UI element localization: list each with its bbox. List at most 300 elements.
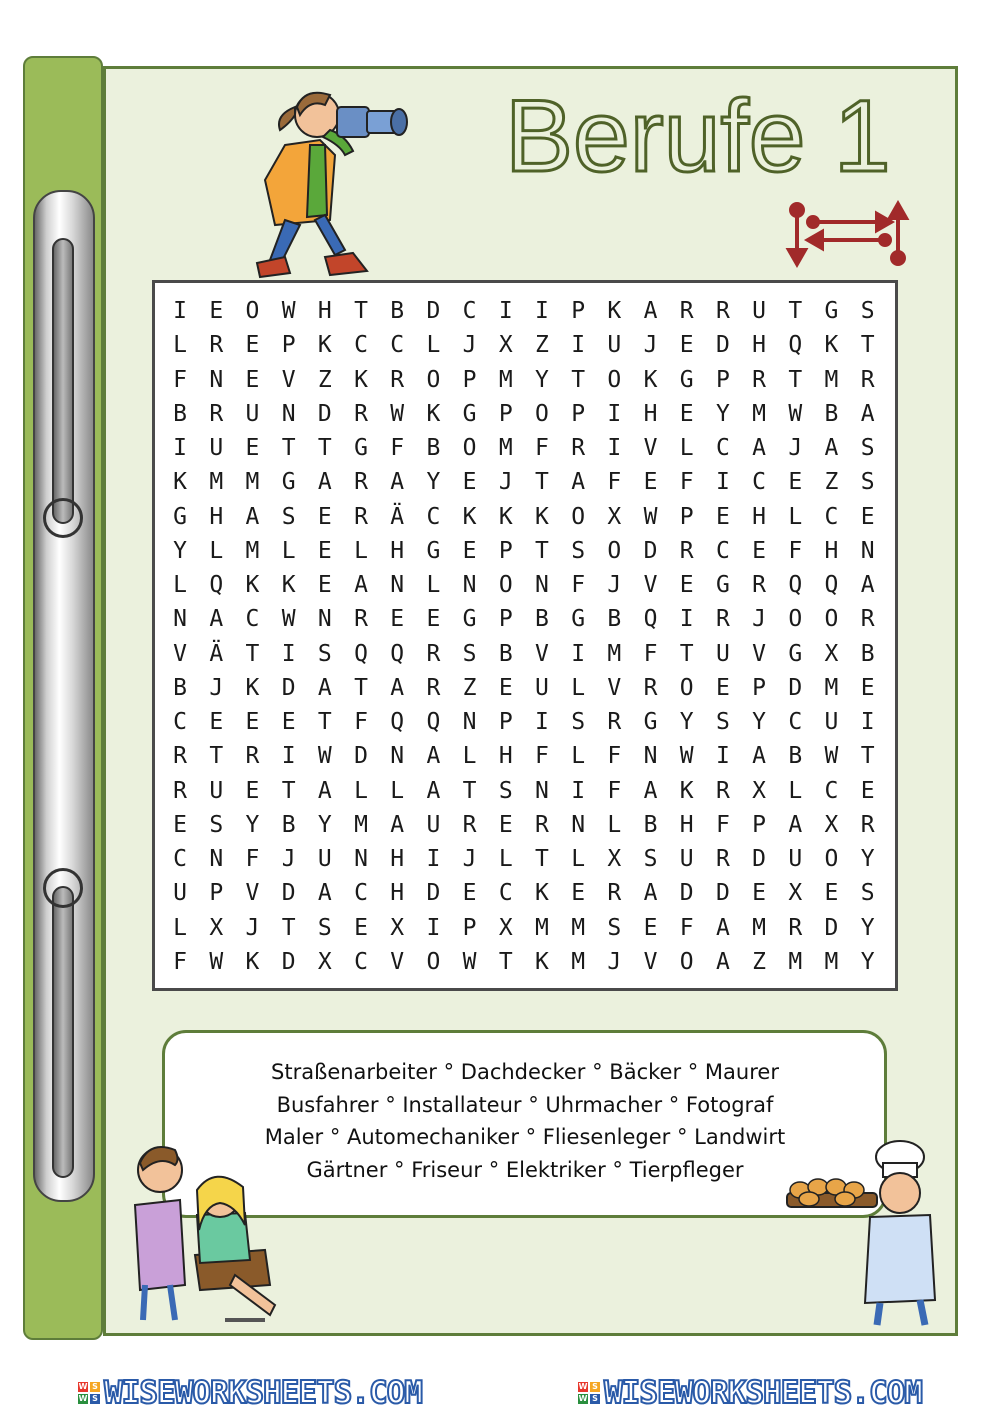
grid-letter[interactable]: I (607, 400, 622, 427)
grid-letter[interactable]: T (317, 709, 332, 735)
grid-letter[interactable]: T (571, 366, 586, 393)
grid-letter[interactable]: R (462, 811, 477, 838)
grid-letter[interactable]: O (607, 537, 622, 564)
grid-letter[interactable]: R (173, 743, 188, 770)
grid-letter[interactable]: N (535, 572, 549, 598)
grid-letter[interactable]: K (354, 366, 368, 393)
grid-letter[interactable]: K (679, 777, 694, 804)
grid-letter[interactable]: T (354, 674, 368, 701)
grid-letter[interactable]: J (643, 332, 658, 359)
grid-letter[interactable]: C (426, 503, 441, 530)
grid-letter[interactable]: X (317, 948, 332, 975)
grid-letter[interactable]: I (679, 606, 694, 633)
grid-letter[interactable]: B (607, 606, 622, 633)
grid-letter[interactable]: D (426, 880, 441, 907)
grid-letter[interactable]: E (752, 537, 767, 564)
grid-letter[interactable]: R (607, 880, 622, 907)
grid-letter[interactable]: T (535, 537, 549, 564)
grid-letter[interactable]: E (860, 674, 875, 701)
grid-letter[interactable]: J (788, 435, 803, 461)
grid-letter[interactable]: A (788, 811, 803, 838)
grid-letter[interactable]: E (824, 880, 839, 907)
grid-letter[interactable]: N (390, 743, 405, 770)
grid-letter[interactable]: K (173, 469, 188, 496)
grid-letter[interactable]: R (426, 640, 441, 667)
grid-letter[interactable]: K (535, 503, 549, 530)
grid-letter[interactable]: L (173, 914, 188, 941)
grid-letter[interactable]: A (643, 880, 658, 907)
grid-letter[interactable]: L (679, 435, 694, 461)
grid-letter[interactable]: T (281, 777, 296, 804)
grid-letter[interactable]: A (643, 777, 658, 804)
grid-letter[interactable]: Q (390, 709, 405, 735)
grid-letter[interactable]: B (281, 811, 296, 838)
grid-letter[interactable]: N (462, 709, 477, 735)
grid-letter[interactable]: O (498, 572, 513, 598)
grid-letter[interactable]: F (643, 640, 658, 667)
grid-letter[interactable]: A (245, 503, 260, 530)
grid-letter[interactable]: D (354, 743, 368, 770)
grid-letter[interactable]: S (571, 709, 586, 735)
grid-letter[interactable]: O (607, 366, 622, 393)
grid-letter[interactable]: P (498, 537, 513, 564)
grid-letter[interactable]: P (498, 606, 513, 633)
grid-letter[interactable]: E (715, 503, 730, 530)
grid-letter[interactable]: M (607, 640, 622, 667)
grid-letter[interactable]: E (462, 537, 477, 564)
grid-letter[interactable]: A (317, 880, 332, 907)
grid-letter[interactable]: I (173, 435, 188, 461)
grid-letter[interactable]: R (354, 400, 368, 427)
grid-letter[interactable]: G (281, 469, 296, 496)
grid-letter[interactable]: C (173, 846, 188, 872)
grid-letter[interactable]: I (173, 298, 188, 324)
grid-letter[interactable]: E (317, 537, 332, 564)
grid-letter[interactable]: E (281, 709, 296, 735)
grid-letter[interactable]: R (607, 709, 622, 735)
grid-letter[interactable]: N (317, 606, 332, 633)
grid-letter[interactable]: V (173, 640, 188, 667)
grid-letter[interactable]: K (245, 674, 260, 701)
grid-letter[interactable]: T (535, 846, 549, 872)
grid-letter[interactable]: A (860, 572, 875, 598)
grid-letter[interactable]: T (860, 332, 875, 359)
grid-letter[interactable]: I (715, 743, 730, 770)
grid-letter[interactable]: S (860, 435, 875, 461)
grid-letter[interactable]: P (498, 400, 513, 427)
grid-letter[interactable]: Y (752, 709, 767, 735)
grid-letter[interactable]: E (715, 674, 730, 701)
grid-letter[interactable]: X (824, 811, 839, 838)
grid-letter[interactable]: H (209, 503, 224, 530)
grid-letter[interactable]: Q (788, 332, 803, 359)
grid-letter[interactable]: T (788, 366, 803, 393)
grid-letter[interactable]: C (245, 606, 260, 633)
grid-letter[interactable]: J (752, 606, 767, 633)
grid-letter[interactable]: S (860, 469, 875, 496)
grid-letter[interactable]: K (643, 366, 658, 393)
grid-letter[interactable]: L (173, 332, 188, 359)
grid-letter[interactable]: M (571, 948, 586, 975)
grid-letter[interactable]: N (209, 366, 224, 393)
grid-letter[interactable]: R (209, 400, 224, 427)
grid-letter[interactable]: N (209, 846, 224, 872)
grid-letter[interactable]: M (498, 435, 513, 461)
grid-letter[interactable]: B (390, 298, 405, 324)
grid-letter[interactable]: F (571, 572, 586, 598)
grid-letter[interactable]: E (860, 777, 875, 804)
grid-letter[interactable]: I (535, 298, 549, 324)
grid-letter[interactable]: U (209, 435, 224, 461)
grid-letter[interactable]: L (426, 332, 441, 359)
grid-letter[interactable]: E (245, 332, 260, 359)
grid-letter[interactable]: S (317, 914, 332, 941)
grid-letter[interactable]: G (426, 537, 441, 564)
grid-letter[interactable]: O (571, 503, 586, 530)
grid-letter[interactable]: C (498, 880, 513, 907)
grid-letter[interactable]: R (860, 366, 875, 393)
grid-letter[interactable]: O (426, 948, 441, 975)
grid-letter[interactable]: M (498, 366, 513, 393)
grid-letter[interactable]: E (752, 880, 767, 907)
grid-letter[interactable]: T (354, 298, 368, 324)
grid-letter[interactable]: B (426, 435, 441, 461)
grid-letter[interactable]: W (462, 948, 477, 975)
grid-letter[interactable]: R (643, 674, 658, 701)
grid-letter[interactable]: I (281, 743, 296, 770)
grid-letter[interactable]: P (715, 366, 730, 393)
grid-letter[interactable]: Y (535, 366, 549, 393)
grid-letter[interactable]: D (824, 914, 839, 941)
grid-letter[interactable]: E (462, 880, 477, 907)
grid-letter[interactable]: V (607, 674, 622, 701)
grid-letter[interactable]: P (209, 880, 224, 907)
grid-letter[interactable]: Y (426, 469, 441, 496)
grid-letter[interactable]: F (245, 846, 260, 872)
grid-letter[interactable]: T (498, 948, 513, 975)
grid-letter[interactable]: H (317, 298, 332, 324)
grid-letter[interactable]: A (426, 743, 441, 770)
grid-letter[interactable]: D (281, 674, 296, 701)
grid-letter[interactable]: Y (860, 846, 875, 872)
grid-letter[interactable]: O (462, 435, 477, 461)
grid-letter[interactable]: L (571, 674, 586, 701)
grid-letter[interactable]: W (209, 948, 224, 975)
grid-letter[interactable]: Y (860, 948, 875, 975)
grid-letter[interactable]: N (860, 537, 875, 564)
grid-letter[interactable]: L (173, 572, 188, 598)
grid-letter[interactable]: G (462, 400, 477, 427)
grid-letter[interactable]: D (281, 948, 296, 975)
grid-letter[interactable]: L (571, 846, 586, 872)
grid-letter[interactable]: K (607, 298, 622, 324)
grid-letter[interactable]: R (860, 811, 875, 838)
grid-letter[interactable]: P (462, 914, 477, 941)
grid-letter[interactable]: M (354, 811, 368, 838)
grid-letter[interactable]: N (571, 811, 586, 838)
grid-letter[interactable]: K (426, 400, 441, 427)
grid-letter[interactable]: E (679, 572, 694, 598)
grid-letter[interactable]: B (498, 640, 513, 667)
grid-letter[interactable]: T (462, 777, 477, 804)
grid-letter[interactable]: N (643, 743, 658, 770)
grid-letter[interactable]: F (715, 811, 730, 838)
grid-letter[interactable]: O (679, 948, 694, 975)
grid-letter[interactable]: K (281, 572, 296, 598)
grid-letter[interactable]: Y (317, 811, 332, 838)
grid-letter[interactable]: N (354, 846, 368, 872)
grid-letter[interactable]: R (245, 743, 260, 770)
grid-letter[interactable]: B (173, 674, 188, 701)
grid-letter[interactable]: E (245, 709, 260, 735)
grid-letter[interactable]: N (281, 400, 296, 427)
grid-letter[interactable]: V (643, 572, 658, 598)
grid-letter[interactable]: W (788, 400, 803, 427)
grid-letter[interactable]: B (824, 400, 839, 427)
grid-letter[interactable]: H (498, 743, 513, 770)
grid-letter[interactable]: A (390, 674, 405, 701)
grid-letter[interactable]: F (607, 777, 622, 804)
grid-letter[interactable]: E (788, 469, 803, 496)
grid-letter[interactable]: O (426, 366, 441, 393)
grid-letter[interactable]: B (535, 606, 549, 633)
grid-letter[interactable]: X (752, 777, 767, 804)
grid-letter[interactable]: J (607, 572, 622, 598)
grid-letter[interactable]: V (390, 948, 405, 975)
grid-letter[interactable]: E (209, 709, 224, 735)
grid-letter[interactable]: O (788, 606, 803, 633)
grid-letter[interactable]: O (679, 674, 694, 701)
grid-letter[interactable]: U (788, 846, 803, 872)
grid-letter[interactable]: W (643, 503, 658, 530)
grid-letter[interactable]: W (824, 743, 839, 770)
grid-letter[interactable]: M (209, 469, 224, 496)
grid-letter[interactable]: D (788, 674, 803, 701)
grid-letter[interactable]: G (643, 709, 658, 735)
grid-letter[interactable]: G (571, 606, 586, 633)
grid-letter[interactable]: F (354, 709, 368, 735)
grid-letter[interactable]: R (535, 811, 549, 838)
grid-letter[interactable]: T (245, 640, 260, 667)
grid-letter[interactable]: T (679, 640, 694, 667)
grid-letter[interactable]: D (281, 880, 296, 907)
grid-letter[interactable]: M (245, 537, 260, 564)
grid-letter[interactable]: E (245, 435, 260, 461)
grid-letter[interactable]: X (607, 846, 622, 872)
grid-letter[interactable]: P (498, 709, 513, 735)
grid-letter[interactable]: T (209, 743, 224, 770)
grid-letter[interactable]: K (462, 503, 477, 530)
grid-letter[interactable]: C (354, 948, 368, 975)
letter-grid[interactable] (162, 294, 887, 979)
grid-letter[interactable]: E (571, 880, 586, 907)
grid-letter[interactable]: X (824, 640, 839, 667)
grid-letter[interactable]: M (788, 948, 803, 975)
grid-letter[interactable]: U (715, 640, 730, 667)
grid-letter[interactable]: I (860, 709, 875, 735)
grid-letter[interactable]: F (607, 743, 622, 770)
grid-letter[interactable]: I (498, 298, 513, 324)
grid-letter[interactable]: E (317, 503, 332, 530)
grid-letter[interactable]: S (643, 846, 658, 872)
grid-letter[interactable]: A (571, 469, 586, 496)
grid-letter[interactable]: R (679, 298, 694, 324)
grid-letter[interactable]: Y (173, 537, 188, 564)
grid-letter[interactable]: S (498, 777, 513, 804)
grid-letter[interactable]: J (607, 948, 622, 975)
grid-letter[interactable]: K (498, 503, 513, 530)
grid-letter[interactable]: C (462, 298, 477, 324)
grid-letter[interactable]: E (643, 914, 658, 941)
grid-letter[interactable]: K (317, 332, 332, 359)
grid-letter[interactable]: L (571, 743, 586, 770)
grid-letter[interactable]: C (752, 469, 767, 496)
grid-letter[interactable]: G (824, 298, 839, 324)
grid-letter[interactable]: F (788, 537, 803, 564)
grid-letter[interactable]: S (317, 640, 332, 667)
grid-letter[interactable]: Y (245, 811, 260, 838)
grid-letter[interactable]: O (245, 298, 260, 324)
grid-letter[interactable]: P (281, 332, 296, 359)
grid-letter[interactable]: P (679, 503, 694, 530)
grid-letter[interactable]: Y (679, 709, 694, 735)
grid-letter[interactable]: V (643, 948, 658, 975)
grid-letter[interactable]: X (498, 332, 513, 359)
grid-letter[interactable]: L (209, 537, 224, 564)
grid-letter[interactable]: A (317, 674, 332, 701)
grid-letter[interactable]: J (498, 469, 513, 496)
grid-letter[interactable]: R (788, 914, 803, 941)
grid-letter[interactable]: H (390, 880, 405, 907)
grid-letter[interactable]: E (679, 332, 694, 359)
grid-letter[interactable]: R (860, 606, 875, 633)
grid-letter[interactable]: X (390, 914, 405, 941)
grid-letter[interactable]: K (245, 572, 260, 598)
grid-letter[interactable]: W (317, 743, 332, 770)
grid-letter[interactable]: B (860, 640, 875, 667)
grid-letter[interactable]: M (245, 469, 260, 496)
grid-letter[interactable]: Q (788, 572, 803, 598)
grid-letter[interactable]: F (607, 469, 622, 496)
grid-letter[interactable]: Y (860, 914, 875, 941)
grid-letter[interactable]: V (752, 640, 767, 667)
grid-letter[interactable]: A (752, 435, 767, 461)
grid-letter[interactable]: K (245, 948, 260, 975)
grid-letter[interactable]: H (752, 332, 767, 359)
grid-letter[interactable]: P (571, 400, 586, 427)
grid-letter[interactable]: J (281, 846, 296, 872)
grid-letter[interactable]: B (788, 743, 803, 770)
grid-letter[interactable]: A (860, 400, 875, 427)
grid-letter[interactable]: C (390, 332, 405, 359)
grid-letter[interactable]: E (679, 400, 694, 427)
grid-letter[interactable]: C (715, 435, 730, 461)
grid-letter[interactable]: U (752, 298, 767, 324)
grid-letter[interactable]: E (462, 469, 477, 496)
grid-letter[interactable]: G (462, 606, 477, 633)
grid-letter[interactable]: A (715, 914, 730, 941)
grid-letter[interactable]: B (173, 400, 188, 427)
grid-letter[interactable]: L (462, 743, 477, 770)
grid-letter[interactable]: I (535, 709, 549, 735)
grid-letter[interactable]: T (860, 743, 875, 770)
grid-letter[interactable]: E (317, 572, 332, 598)
grid-letter[interactable]: D (426, 298, 441, 324)
grid-letter[interactable]: I (571, 332, 586, 359)
grid-letter[interactable]: F (390, 435, 405, 461)
grid-letter[interactable]: J (462, 332, 477, 359)
grid-letter[interactable]: R (715, 846, 730, 872)
grid-letter[interactable]: H (752, 503, 767, 530)
grid-letter[interactable]: D (715, 880, 730, 907)
grid-letter[interactable]: S (607, 914, 622, 941)
grid-letter[interactable]: E (173, 811, 188, 838)
grid-letter[interactable]: A (209, 606, 224, 633)
grid-letter[interactable]: L (281, 537, 296, 564)
grid-letter[interactable]: D (679, 880, 694, 907)
grid-letter[interactable]: D (715, 332, 730, 359)
grid-letter[interactable]: R (715, 777, 730, 804)
grid-letter[interactable]: X (788, 880, 803, 907)
grid-letter[interactable]: V (245, 880, 260, 907)
grid-letter[interactable]: H (824, 537, 839, 564)
grid-letter[interactable]: L (498, 846, 513, 872)
grid-letter[interactable]: P (462, 366, 477, 393)
grid-letter[interactable]: F (173, 948, 188, 975)
grid-letter[interactable]: Q (426, 709, 441, 735)
grid-letter[interactable]: A (715, 948, 730, 975)
grid-letter[interactable]: U (824, 709, 839, 735)
grid-letter[interactable]: O (824, 846, 839, 872)
grid-letter[interactable]: D (752, 846, 767, 872)
grid-letter[interactable]: Q (643, 606, 658, 633)
grid-letter[interactable]: A (426, 777, 441, 804)
grid-letter[interactable]: C (824, 503, 839, 530)
grid-letter[interactable]: R (354, 469, 368, 496)
grid-letter[interactable]: W (390, 400, 405, 427)
grid-letter[interactable]: U (535, 674, 549, 701)
grid-letter[interactable]: Q (209, 572, 224, 598)
grid-letter[interactable]: U (317, 846, 332, 872)
grid-letter[interactable]: M (824, 366, 839, 393)
grid-letter[interactable]: E (245, 366, 260, 393)
grid-letter[interactable]: I (281, 640, 296, 667)
grid-letter[interactable]: R (209, 332, 224, 359)
grid-letter[interactable]: Z (752, 948, 767, 975)
grid-letter[interactable]: R (426, 674, 441, 701)
grid-letter[interactable]: I (426, 846, 441, 872)
grid-letter[interactable]: L (354, 537, 368, 564)
grid-letter[interactable]: A (317, 777, 332, 804)
grid-letter[interactable]: A (317, 469, 332, 496)
grid-letter[interactable]: A (643, 298, 658, 324)
grid-letter[interactable]: G (354, 435, 368, 461)
grid-letter[interactable]: E (354, 914, 368, 941)
grid-letter[interactable]: A (390, 469, 405, 496)
grid-letter[interactable]: E (426, 606, 441, 633)
grid-letter[interactable]: Y (715, 400, 730, 427)
grid-letter[interactable]: U (426, 811, 441, 838)
grid-letter[interactable]: K (535, 948, 549, 975)
grid-letter[interactable]: X (209, 914, 224, 941)
grid-letter[interactable]: W (281, 298, 296, 324)
grid-letter[interactable]: C (354, 332, 368, 359)
grid-letter[interactable]: D (317, 400, 332, 427)
grid-letter[interactable]: J (245, 914, 260, 941)
grid-letter[interactable]: Q (390, 640, 405, 667)
grid-letter[interactable]: L (426, 572, 441, 598)
grid-letter[interactable]: M (824, 674, 839, 701)
